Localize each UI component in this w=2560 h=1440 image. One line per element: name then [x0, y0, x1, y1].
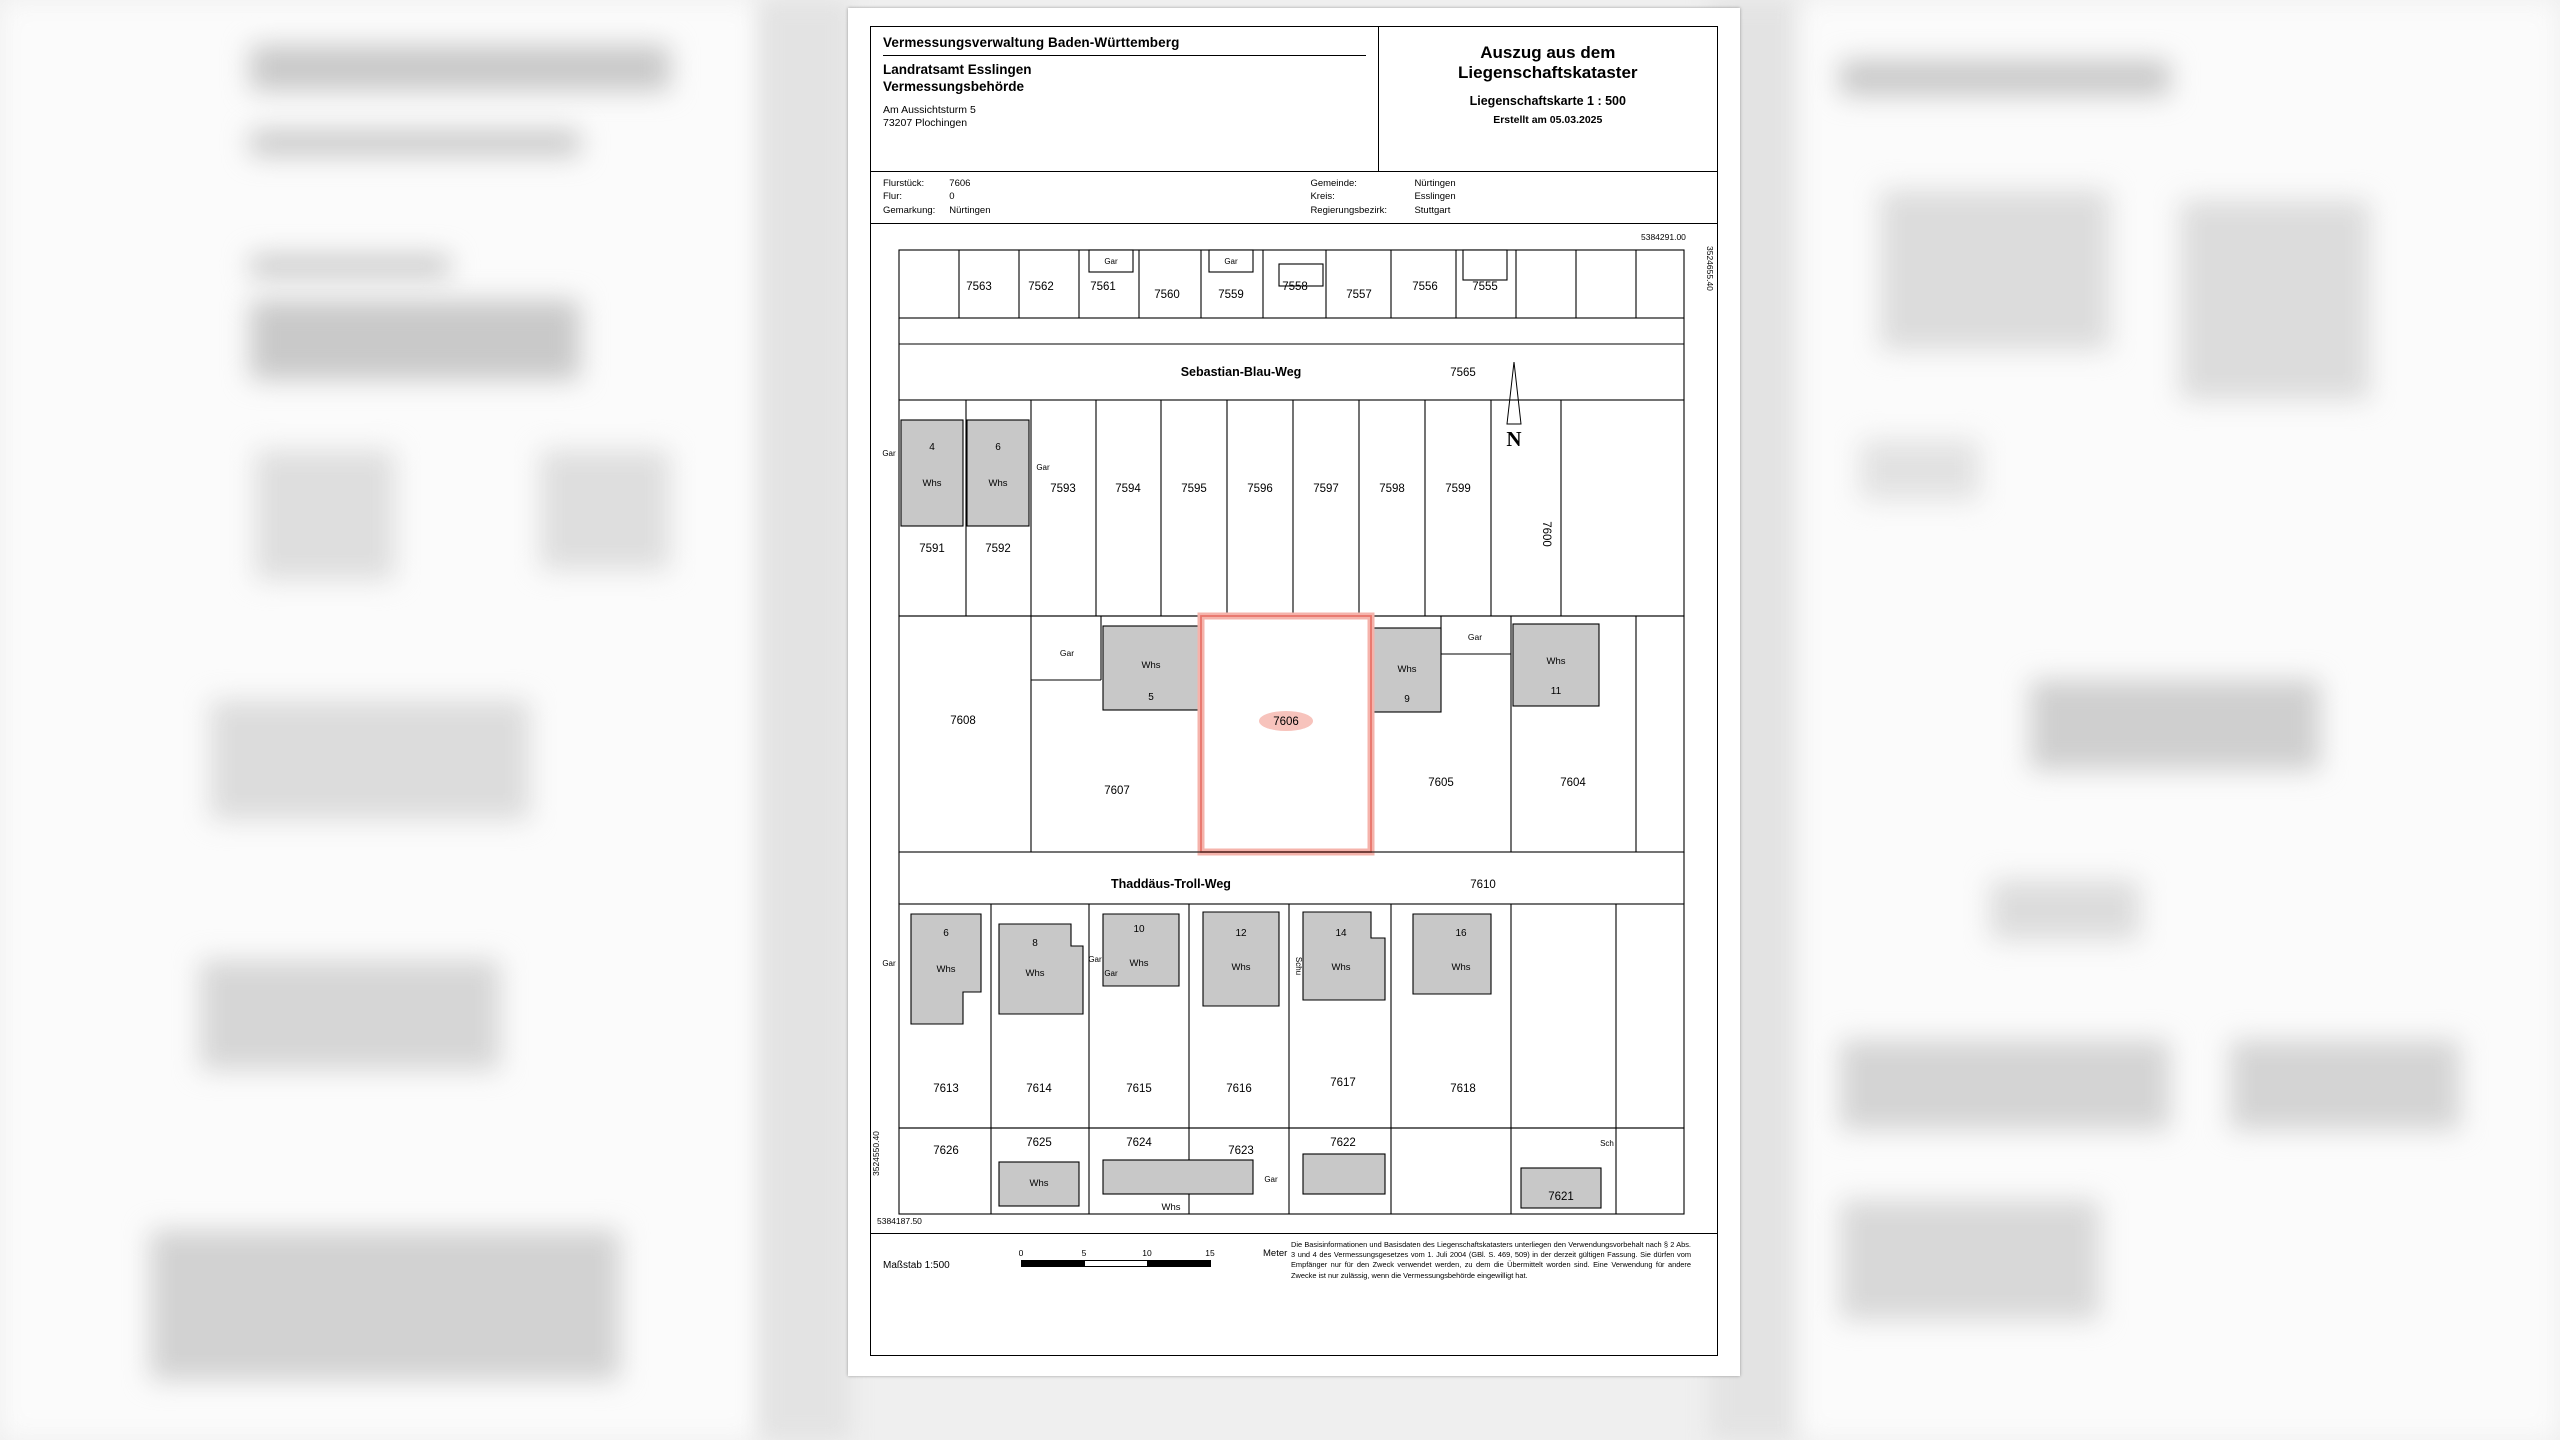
scale-label: Maßstab 1:500	[883, 1260, 950, 1271]
house-number: 9	[1404, 694, 1410, 705]
house-number: 4	[929, 442, 935, 453]
coordinate-top-east: 3524655.40	[1705, 246, 1715, 291]
parcel-label-7593: 7593	[1050, 483, 1076, 495]
value-flurstueck: 7606	[949, 178, 971, 189]
parcel-label-7625: 7625	[1026, 1137, 1052, 1149]
authority-block	[871, 27, 1379, 171]
authority-city: 73207 Plochingen	[883, 117, 968, 130]
garage-label: Gar	[1264, 1175, 1278, 1184]
coordinate-top-north: 5384291.00	[1641, 232, 1686, 242]
value-regierungsbezirk: Stuttgart	[1414, 204, 1451, 216]
building-label-whs: Whs	[988, 478, 1008, 489]
blur-block	[2030, 680, 2320, 770]
scale-tick-5: 5	[1081, 1248, 1087, 1258]
label-regierungsbezirk: Regierungsbezirk:	[1310, 204, 1388, 216]
label-gemeinde: Gemeinde:	[1310, 178, 1357, 189]
coordinate-bottom-west: 3524550.40	[871, 1131, 881, 1176]
label-kreis: Kreis:	[1310, 191, 1335, 203]
document-footer	[871, 1234, 1717, 1354]
blur-block	[210, 700, 530, 820]
blur-block	[200, 960, 500, 1070]
garage-label: Gar	[882, 959, 896, 968]
garage-label: Gar	[1059, 648, 1075, 658]
blur-block	[1840, 60, 2170, 96]
legal-notice: Die Basisinformationen und Basisdaten des Liegenschaftskatasters unterliegen den Verwendungsvorbehalt nach § 2 Abs. 3 und 4 des Vermessungsgesetzes vom 1. Juli 2004 (GBl. S. 469, 509) in der derzeit gültigen Fassung. Sie dürfen vom Empfänger nur für den Zweck verwendet werden, zu dem die Übermittelt worden sind. Eine Verwendung für andere Zwecke ist nur zulässig, wenn die Vermessungsbehörde eingewilligt hat.	[1291, 1240, 1691, 1280]
garage-label: Gar	[1036, 463, 1050, 472]
label-gemarkung: Gemarkung:	[883, 204, 936, 216]
parcel-label-7615: 7615	[1126, 1083, 1152, 1095]
house-number: 12	[1235, 928, 1247, 939]
parcel-label-7599: 7599	[1445, 483, 1471, 495]
parcel-label-7623: 7623	[1228, 1145, 1254, 1157]
parcel-label-7592: 7592	[985, 543, 1011, 555]
house-number: 8	[1032, 938, 1038, 949]
north-arrow-icon	[1506, 362, 1521, 451]
building-label-whs: Whs	[1397, 664, 1417, 675]
document-header	[871, 27, 1717, 172]
blur-block	[255, 450, 395, 580]
value-kreis: Esslingen	[1414, 191, 1456, 203]
parcel-label-7565: 7565	[1450, 367, 1476, 379]
house-number: 10	[1133, 924, 1145, 935]
garage-label: Gar	[1088, 955, 1102, 964]
parcel-label-7605: 7605	[1428, 777, 1454, 789]
parcel-info-left	[883, 177, 1310, 223]
scale-bar	[1021, 1260, 1211, 1267]
map-svg[interactable]	[871, 224, 1716, 1234]
parcel-label-7600: 7600	[1540, 521, 1552, 547]
document-title-line2: Liegenschaftskataster	[1458, 63, 1638, 83]
garage-label: Gar	[1104, 257, 1118, 266]
parcel-label-7624: 7624	[1126, 1137, 1152, 1149]
street-name-thaddaeus-troll-weg: Thaddäus-Troll-Weg	[1111, 877, 1231, 891]
parcel-label-7608: 7608	[950, 715, 976, 727]
scale-unit-label: Meter	[1263, 1248, 1288, 1259]
scale-bar-ticks	[1018, 1248, 1241, 1260]
cadastral-map[interactable]	[871, 224, 1717, 1234]
parcel-label-7555: 7555	[1472, 281, 1498, 293]
svg-text:N: N	[1506, 427, 1522, 451]
street-name-sebastian-blau-weg: Sebastian-Blau-Weg	[1180, 365, 1302, 379]
house-number: 14	[1335, 928, 1347, 939]
scale-tick-0: 0	[1018, 1248, 1024, 1258]
authority-state-line: Vermessungsverwaltung Baden-Württemberg	[883, 35, 1366, 56]
parcel-label-7621: 7621	[1548, 1191, 1574, 1203]
blur-block	[1880, 190, 2110, 350]
building-label-whs: Whs	[1161, 1202, 1181, 1213]
authority-office: Landratsamt Esslingen	[883, 62, 1032, 77]
map-scale-subtitle: Liegenschaftskarte 1 : 500	[1469, 93, 1626, 108]
parcel-label-7598: 7598	[1379, 483, 1405, 495]
shed-label: Schu	[1294, 956, 1303, 976]
parcel-label-7561: 7561	[1090, 281, 1116, 293]
garage-label: Gar	[1224, 257, 1238, 266]
cadastral-extract-document	[848, 8, 1740, 1376]
label-flur: Flur:	[883, 191, 902, 203]
house-number: 6	[943, 928, 949, 939]
blur-block	[2230, 1040, 2460, 1130]
building-label-whs: Whs	[1546, 656, 1566, 667]
parcel-label-7606: 7606	[1273, 716, 1299, 728]
highlight-parcel-halo	[1201, 616, 1371, 852]
parcel-label-7560: 7560	[1154, 289, 1180, 301]
parcel-info-bar	[871, 172, 1717, 224]
scale-tick-10: 10	[1142, 1248, 1152, 1258]
parcel-label-7562: 7562	[1028, 281, 1054, 293]
parcel-label-7596: 7596	[1247, 483, 1273, 495]
document-title-line1: Auszug aus dem	[1480, 43, 1616, 62]
house-number: 6	[995, 442, 1001, 453]
building-label-whs: Whs	[922, 478, 942, 489]
building-label-whs: Whs	[936, 964, 956, 975]
parcel-label-7614: 7614	[1026, 1083, 1052, 1095]
page-gap-left	[760, 0, 850, 1440]
parcel-label-7558: 7558	[1282, 281, 1308, 293]
blur-block	[540, 450, 670, 570]
blur-block	[250, 45, 670, 91]
parcel-label-7610: 7610	[1470, 879, 1496, 891]
house-number: 5	[1148, 692, 1154, 703]
garage-label: Gar	[1467, 632, 1483, 642]
coordinate-bottom-north: 5384187.50	[877, 1216, 922, 1226]
creation-date: Erstellt am 05.03.2025	[1493, 113, 1603, 126]
blur-block	[1860, 440, 1980, 500]
parcel-label-7563: 7563	[966, 281, 992, 293]
shed-label: Sch	[1600, 1139, 1614, 1148]
garage-label: Gar	[1104, 969, 1118, 978]
parcel-label-7594: 7594	[1115, 483, 1141, 495]
parcel-label-7613: 7613	[933, 1083, 959, 1095]
house-number: 11	[1550, 686, 1562, 697]
parcel-label-7626: 7626	[933, 1145, 959, 1157]
building-label-whs: Whs	[1025, 968, 1045, 979]
parcel-label-7618: 7618	[1450, 1083, 1476, 1095]
blur-block	[150, 1230, 620, 1380]
building-label-whs: Whs	[1141, 660, 1161, 671]
parcel-label-7616: 7616	[1226, 1083, 1252, 1095]
parcel-label-7597: 7597	[1313, 483, 1339, 495]
parcel-label-7617: 7617	[1330, 1077, 1356, 1089]
blur-block	[1990, 880, 2140, 940]
parcel-info-right	[1310, 177, 1705, 223]
building-label-whs: Whs	[1029, 1178, 1049, 1189]
parcel-label-7557: 7557	[1346, 289, 1372, 301]
building-label-whs: Whs	[1451, 962, 1471, 973]
house-number: 16	[1455, 928, 1467, 939]
blur-block	[1840, 1040, 2170, 1130]
parcel-label-7604: 7604	[1560, 777, 1586, 789]
value-flur: 0	[949, 191, 955, 203]
blur-block	[2180, 200, 2370, 400]
parcel-label-7595: 7595	[1181, 483, 1207, 495]
blur-block	[1840, 1200, 2100, 1320]
blur-block	[250, 300, 580, 380]
parcel-label-7607: 7607	[1104, 785, 1130, 797]
value-gemeinde: Nürtingen	[1414, 178, 1456, 189]
title-block	[1379, 27, 1717, 171]
building-label-whs: Whs	[1231, 962, 1251, 973]
parcel-label-7622: 7622	[1330, 1137, 1356, 1149]
blur-block	[250, 130, 580, 156]
building-label-whs: Whs	[1129, 958, 1149, 969]
building-label-whs: Whs	[1331, 962, 1351, 973]
garage-label: Gar	[882, 449, 896, 458]
label-flurstueck: Flurstück:	[883, 178, 925, 189]
authority-department: Vermessungsbehörde	[883, 78, 1025, 94]
scale-tick-15: 15	[1205, 1248, 1215, 1258]
blur-block	[250, 255, 450, 277]
authority-street: Am Aussichtsturm 5	[883, 103, 976, 116]
scale-bar-group	[1018, 1248, 1241, 1267]
parcel-label-7591: 7591	[919, 543, 945, 555]
value-gemarkung: Nürtingen	[949, 204, 991, 216]
parcel-label-7556: 7556	[1412, 281, 1438, 293]
document-sheet	[870, 26, 1718, 1356]
parcel-label-7559: 7559	[1218, 289, 1244, 301]
